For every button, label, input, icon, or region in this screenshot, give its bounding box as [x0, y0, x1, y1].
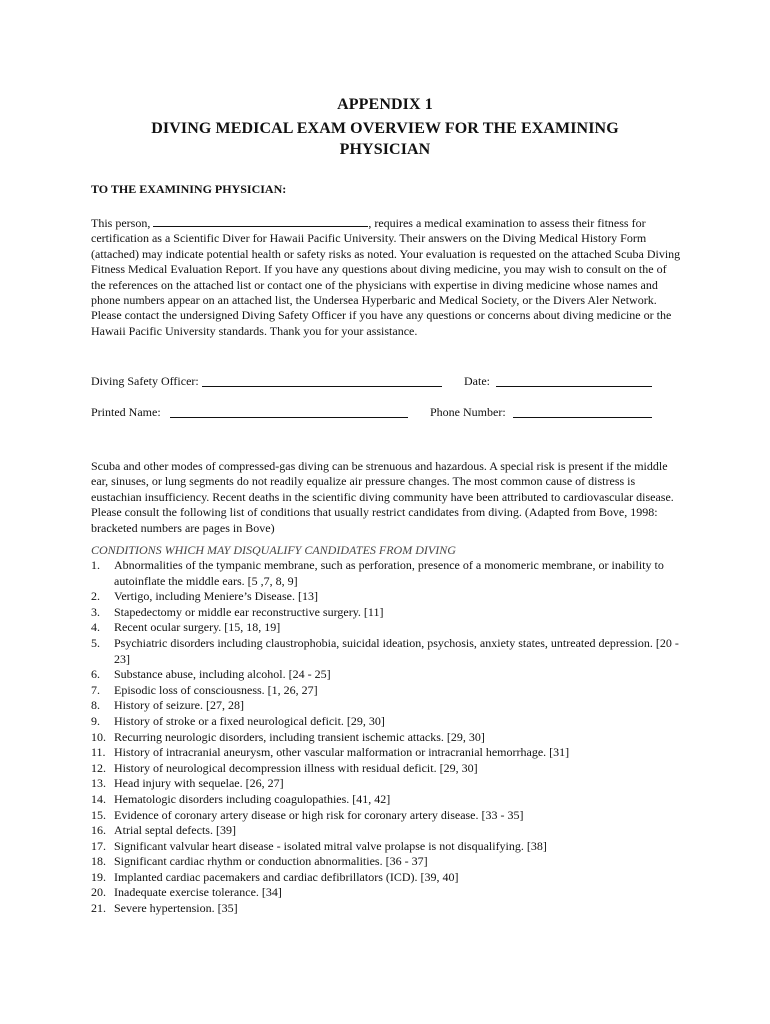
date-line[interactable]: [496, 374, 652, 387]
condition-number: 14.: [91, 791, 106, 806]
condition-item: [91, 714, 681, 730]
condition-item: [91, 558, 681, 589]
condition-number: 8.: [91, 698, 100, 713]
condition-text: History of stroke or a fixed neurological deficit. [29, 30]: [114, 713, 385, 728]
condition-text: Head injury with sequelae. [26, 27]: [114, 776, 284, 791]
condition-number: 2.: [91, 589, 100, 604]
condition-item: [91, 761, 681, 777]
condition-item: [91, 636, 681, 667]
condition-text: Severe hypertension. [35]: [114, 901, 238, 916]
condition-text: Psychiatric disorders including claustrophobia, suicidal ideation, psychosis, anxiety states, untreated depression. [20 - 23]: [114, 635, 679, 666]
condition-number: 4.: [91, 620, 100, 635]
intro-body: , requires a medical examination to assess their fitness for certification as a Scientific Diver for Hawaii Pacific University. Their answers on the Diving Medical History Form (attached) may indicate potential health or safety risks as noted. Your evaluation is requested on the attached Scuba Diving Fitness Medical Evaluation Report. If you have any questions about diving medicine, you may wish to consult on the of the references on the attached list or contact one of the physicians with expertise in diving medicine whose names and phone numbers appear on an attached list, the Undersea Hyperbaric and Medical Society, or the Divers Aler Network. Please contact the undersigned Diving Safety Officer if you have any questions or concerns about diving medicine or the Hawaii Pacific University standards. Thank you for your assistance.: [91, 216, 681, 338]
condition-number: 19.: [91, 869, 106, 884]
dso-label: Diving Safety Officer:: [91, 374, 199, 388]
condition-text: Significant cardiac rhythm or conduction abnormalities. [36 - 37]: [114, 854, 428, 869]
condition-item: [91, 854, 681, 870]
condition-text: Implanted cardiac pacemakers and cardiac defibrillators (ICD). [39, 40]: [114, 869, 459, 884]
condition-text: Substance abuse, including alcohol. [24 - 25]: [114, 667, 331, 682]
condition-item: [91, 870, 681, 886]
condition-number: 21.: [91, 901, 106, 916]
condition-number: 17.: [91, 838, 106, 853]
condition-text: Recurring neurologic disorders, including transient ischemic attacks. [29, 30]: [114, 729, 485, 744]
condition-text: History of neurological decompression illness with residual deficit. [29, 30]: [114, 760, 478, 775]
salutation-heading: TO THE EXAMINING PHYSICIAN:: [91, 182, 287, 196]
phone-number-line[interactable]: [513, 405, 652, 418]
condition-text: Recent ocular surgery. [15, 18, 19]: [114, 620, 281, 635]
condition-number: 10.: [91, 729, 106, 744]
condition-item: [91, 776, 681, 792]
condition-text: Evidence of coronary artery disease or high risk for coronary artery disease. [33 - 35]: [114, 807, 524, 822]
condition-item: [91, 589, 681, 605]
condition-item: [91, 605, 681, 621]
condition-number: 15.: [91, 807, 106, 822]
date-label: Date:: [464, 374, 490, 388]
phone-number-label: Phone Number:: [430, 405, 506, 419]
dso-signature-line[interactable]: [202, 374, 442, 387]
condition-number: 18.: [91, 854, 106, 869]
condition-text: History of intracranial aneurysm, other vascular malformation or intracranial hemorrhage. [31]: [114, 745, 570, 760]
intro-prefix: This person,: [91, 216, 154, 230]
condition-number: 7.: [91, 682, 100, 697]
conditions-list: [91, 558, 681, 917]
printed-name-line[interactable]: [170, 405, 408, 418]
condition-item: [91, 698, 681, 714]
condition-item: [91, 792, 681, 808]
condition-item: [91, 885, 681, 901]
condition-text: Significant valvular heart disease - isolated mitral valve prolapse is not disqualifying. [38]: [114, 838, 547, 853]
condition-item: [91, 808, 681, 824]
condition-text: Hematologic disorders including coagulopathies. [41, 42]: [114, 791, 391, 806]
condition-text: Atrial septal defects. [39]: [114, 823, 236, 838]
printed-name-label: Printed Name:: [91, 405, 161, 419]
condition-text: Stapedectomy or middle ear reconstructive surgery. [11]: [114, 604, 384, 619]
condition-text: Vertigo, including Meniere’s Disease. [13]: [114, 589, 318, 604]
condition-text: Inadequate exercise tolerance. [34]: [114, 885, 282, 900]
conditions-heading: CONDITIONS WHICH MAY DISQUALIFY CANDIDATES FROM DIVING: [91, 543, 456, 557]
document-title-line1: DIVING MEDICAL EXAM OVERVIEW FOR THE EXAMINING: [151, 120, 619, 137]
condition-number: 16.: [91, 823, 106, 838]
condition-number: 12.: [91, 760, 106, 775]
condition-item: [91, 667, 681, 683]
condition-number: 13.: [91, 776, 106, 791]
condition-number: 3.: [91, 604, 100, 619]
condition-item: [91, 839, 681, 855]
condition-number: 11.: [91, 745, 106, 760]
condition-item: [91, 823, 681, 839]
condition-item: [91, 730, 681, 746]
condition-item: [91, 620, 681, 636]
condition-item: [91, 901, 681, 917]
person-name-blank[interactable]: [153, 216, 368, 227]
condition-number: 9.: [91, 713, 100, 728]
condition-number: 5.: [91, 635, 100, 650]
condition-number: 1.: [91, 558, 100, 572]
intro-paragraph: [91, 216, 681, 339]
condition-number: 6.: [91, 667, 100, 682]
condition-text: History of seizure. [27, 28]: [114, 698, 244, 713]
condition-number: 20.: [91, 885, 106, 900]
document-title-line2: PHYSICIAN: [339, 141, 431, 158]
condition-item: [91, 745, 681, 761]
appendix-title: APPENDIX 1: [337, 96, 433, 113]
risk-paragraph: Scuba and other modes of compressed-gas diving can be strenuous and hazardous. A special risk is present if the middle ear, sinuses, or lung segments do not readily equalize air pressure changes. The most common cause of distress is eustachian insufficiency. Recent deaths in the scientific diving community have been attributed to cardiovascular disease. Please consult the following list of conditions that usually restrict candidates from diving. (Adapted from Bove, 1998: bracketed numbers are pages in Bove): [91, 459, 674, 535]
condition-item: [91, 683, 681, 699]
condition-text: Episodic loss of consciousness. [1, 26, 27]: [114, 682, 318, 697]
condition-text: Abnormalities of the tympanic membrane, such as perforation, presence of a monomeric membrane, or inability to autoinflate the middle ears. [5 ,7, 8, 9]: [114, 558, 664, 588]
